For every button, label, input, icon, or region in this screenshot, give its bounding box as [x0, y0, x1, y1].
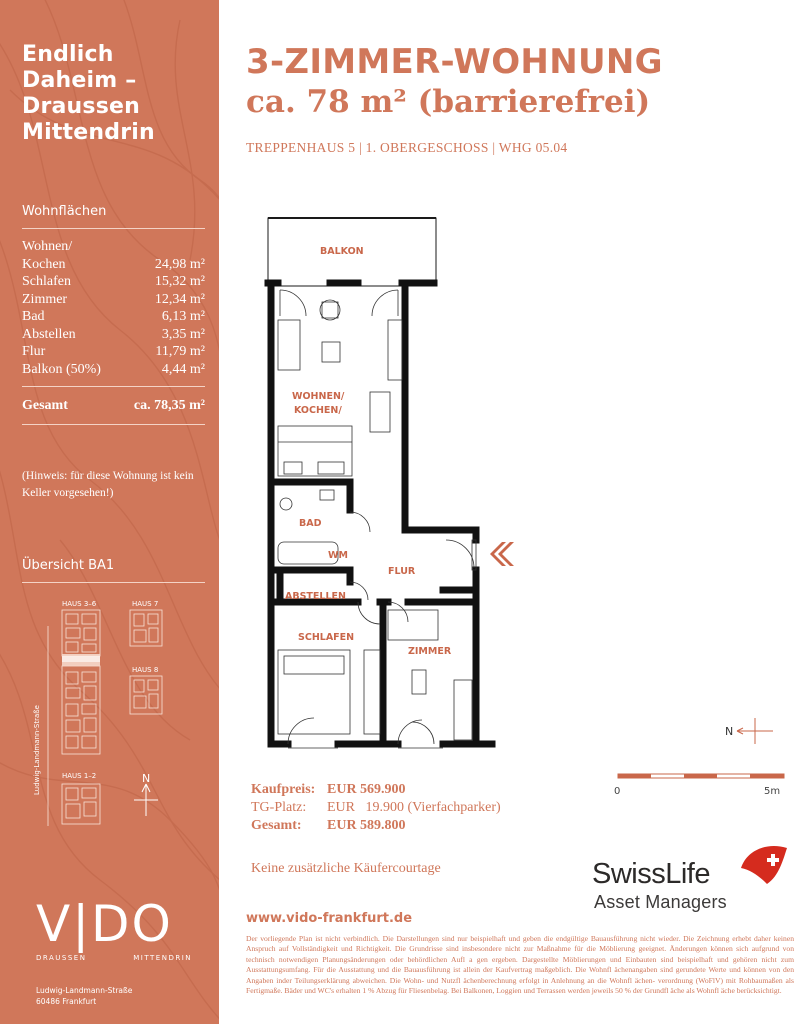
- commission-note: Keine zusätzliche Käufercourtage: [251, 861, 441, 876]
- overview-north-label: N: [142, 772, 151, 785]
- divider: [22, 386, 205, 387]
- unit-subtitle: TREPPENHAUS 5 | 1. OBERGESCHOSS | WHG 05.04: [246, 140, 568, 155]
- room-label-bad: BAD: [299, 518, 322, 529]
- area-label: Wohnen/: [22, 239, 73, 254]
- price-label: Kaufpreis:: [251, 782, 316, 797]
- area-value: 15,32 m²: [154, 274, 205, 289]
- address: [36, 985, 132, 1007]
- area-row: [22, 326, 205, 344]
- area-label: Abstellen: [22, 326, 76, 342]
- price-label: TG-Platz:: [251, 800, 307, 815]
- price-row-tg: [251, 799, 501, 817]
- vido-logo: V|DO: [36, 895, 173, 953]
- claim-line-2: Daheim –: [22, 68, 137, 93]
- area-row: [22, 343, 205, 361]
- price-block: [251, 781, 501, 835]
- area-row: [22, 273, 205, 291]
- total-value: ca. 78,35 m²: [133, 398, 205, 413]
- entrance-arrow: [490, 542, 514, 566]
- claim-line-4: Mittendrin: [22, 120, 155, 145]
- divider: [22, 424, 205, 425]
- room-label-schlafen: SCHLAFEN: [298, 632, 355, 643]
- total-label: Gesamt: [22, 398, 68, 413]
- area-label: Zimmer: [22, 291, 68, 307]
- overview-label-haus-3-6: HAUS 3–6: [62, 600, 97, 608]
- total-row: [22, 398, 205, 414]
- areas-heading: Wohnflächen: [22, 204, 107, 219]
- area-value: 11,79 m²: [155, 344, 205, 359]
- swisslife-name: SwissLife: [592, 858, 710, 890]
- claim-line-1: Endlich: [22, 42, 114, 67]
- scale-end-label: 5m: [764, 786, 781, 797]
- address-line-1: Ludwig-Landmann-Straße: [36, 986, 133, 995]
- area-label: Balkon (50%): [22, 361, 101, 377]
- room-label-balkon: BALKON: [320, 246, 364, 257]
- compass-north-label: N: [725, 725, 734, 738]
- overview-label-haus-1-2: HAUS 1–2: [62, 772, 97, 780]
- price-row-gesamt: [251, 817, 501, 835]
- price-value: EUR 569.900: [327, 782, 406, 797]
- area-value: 3,35 m²: [161, 326, 205, 342]
- decorative-lines: [0, 0, 219, 1024]
- overview-label-haus-8: HAUS 8: [132, 666, 159, 674]
- area-row: [22, 238, 205, 256]
- cellar-note: (Hinweis: für diese Wohnung ist kein Keller vorgesehen!): [22, 470, 194, 499]
- room-label-wohnen: WOHNEN/: [292, 391, 345, 402]
- divider: [22, 582, 205, 583]
- area-label: Flur: [22, 344, 46, 359]
- areas-table: [22, 238, 205, 378]
- area-value: 6,13 m²: [161, 309, 205, 324]
- page-title: 3-ZIMMER-WOHNUNG: [246, 42, 663, 82]
- sidebar: [0, 0, 219, 1024]
- scale-bar: [612, 768, 792, 798]
- swisslife-subline: Asset Managers: [594, 892, 727, 912]
- room-label-flur: FLUR: [388, 566, 416, 577]
- claim-line-3: Draussen: [22, 94, 140, 119]
- vido-logo-subline: [36, 954, 192, 962]
- price-row-kaufpreis: [251, 781, 501, 799]
- address-line-2: 60486 Frankfurt: [36, 997, 97, 1006]
- area-label: Kochen: [22, 256, 66, 272]
- overview-heading: Übersicht BA1: [22, 558, 115, 573]
- website-link[interactable]: www.vido-frankfurt.de: [246, 911, 413, 926]
- floor-plan: [258, 210, 518, 760]
- scale-start-label: 0: [614, 786, 621, 797]
- area-row: [22, 361, 205, 379]
- area-row: [22, 291, 205, 309]
- area-label: Schlafen: [22, 274, 71, 289]
- area-value: 4,44 m²: [161, 361, 205, 377]
- logo-subline-left: DRAUSSEN: [36, 954, 87, 962]
- price-value: EUR 589.800: [327, 818, 406, 833]
- divider: [22, 228, 205, 229]
- site-overview-map: [22, 596, 217, 826]
- page-title-area: ca. 78 m² (barrierefrei): [246, 84, 651, 120]
- area-value: 12,34 m²: [154, 291, 205, 307]
- room-label-kochen: KOCHEN/: [294, 405, 342, 416]
- swisslife-logo-mark: [737, 840, 791, 888]
- room-label-wm: WM: [328, 550, 348, 561]
- logo-subline-right: MITTENDRIN: [133, 954, 192, 962]
- site-plan-graphic: [22, 596, 217, 826]
- area-row: [22, 308, 205, 326]
- overview-street-label: Ludwig-Landmann-Straße: [32, 705, 41, 795]
- room-label-abstellen: ABSTELLEN: [285, 591, 346, 602]
- area-value: 24,98 m²: [154, 256, 205, 272]
- claim: [22, 42, 212, 146]
- compass-north-icon: [725, 716, 775, 746]
- price-label: Gesamt:: [251, 818, 302, 833]
- room-label-zimmer: ZIMMER: [408, 646, 452, 657]
- overview-label-haus-7: HAUS 7: [132, 600, 159, 608]
- legal-disclaimer: Der vorliegende Plan ist nicht verbindlich. Die Darstellungen sind nur beispielhaft und geben die endgültige Bauausführung nicht wieder. Die Zeichnung erhebt daher keinen Anspruch auf Vollständigkeit und Richtigkeit. Die Grundrisse sind insbesondere nicht zur Maßnahme für die Möblierung geeignet. Änderungen können sich aufgrund von technisch notwendigen Planungsänderungen oder behördlichen Aufl a gen ergeben. Dargestellte Möblierungen und Einbauten sind beispielhaft und gehören nicht zum Ausstattungsumfang. Für die Ausstattung und die Bauausführung ist allein der Kaufvertrag maßgeblich. Die Wohnfl ächenangaben sind gerundete Werte und können von den Angaben inder Teilungserklärung abweichen. Die Wohn- und Nutzfl ächenberechnung erfolgt in Anlehnung an die Wohnfl ächen- verordnung (WoFlV) mit Rohbaumaßen als Fertigmaße. Bäder und WC's erhalten 1 % Abzug für Fliesenbelag. Bei Balkonen, Loggien und Terrassen werden jeweils 50 % der Grundfl äche als Wohnfl äche berücksichtigt.: [246, 934, 794, 996]
- area-label: Bad: [22, 309, 45, 324]
- price-value: EUR 19.900 (Vierfachparker): [327, 800, 501, 815]
- area-row: [22, 256, 205, 274]
